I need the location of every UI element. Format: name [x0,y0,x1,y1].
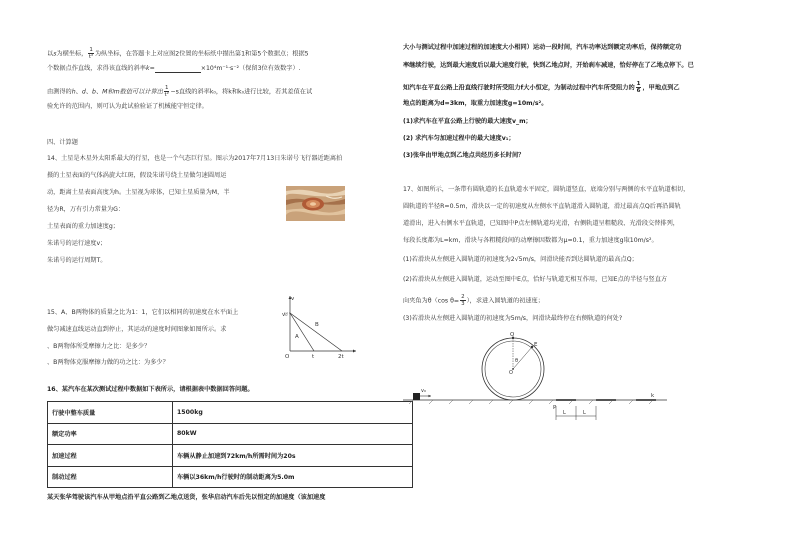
p16-question-1: (1)求汽车在平直公路上行驶的最大速度v_m； [403,118,532,125]
p17-question-2-cont: 向夹角为θ（cos θ= $\frac{2}{3}$ ），求进入圆轨道的初速度； [403,294,544,307]
p15-line-2: 做匀减速直线运动直到停止，其运动的速度时间图象如图所示。求 [47,326,227,333]
theta-label: θ [515,358,519,364]
p17-question-2: (2)若滑块从左侧进入圆轨道，运动至图中E点，恰好与轨道无相互作用，已知E点的半径与竖直方 [403,276,668,283]
p13-line-3: 由测得的h、d、b、M和m数值可以计算出 $\frac{1}{\text{t²}}$ −s直线的斜率k₀，将k和k₀进行比较，若其差值在试 [47,85,313,98]
p17-question-3: (3)若滑块从左侧进入圆轨道的初速度为5m/s，问滑块最终停在右侧轨道的何处? [403,315,623,322]
p15-line-4: 、B两物体克服摩擦力做的功之比：为多少？ [47,359,169,366]
vehicle-spec-table [47,401,413,488]
point-q-label: Q [510,332,515,338]
p14-question-2: 朱诺号的运行速度v； [47,240,107,247]
p14-line-4: 径为R，万有引力常量为G： [47,206,125,213]
p15-line-1: 15、A、B两物体的质量之比为1：1，它们以相同的初速度在水平面上 [47,309,239,316]
table-cell: 行驶中整车质量 [48,402,173,424]
point-e-label: E [534,342,538,348]
p14-line-2: 摄的土星表面的气体涡旋大红斑，假设朱诺号绕土星做匀速圆周运 [47,172,227,179]
p16-question-3: (3)张华由甲地点到乙地点共经历多长时间？ [403,152,525,159]
p17-question-1: (1)若滑块从左侧进入圆轨道的初速度为2√5m/s，问滑块能否到达圆轨道的最高点Q； [403,256,638,263]
section-title: 四、计算题 [47,139,78,146]
table-row [48,445,413,467]
p16-cont-line-3: 知汽车在平直公路上沿直线行驶时所受阻力f大小恒定，为制动过程中汽车所受阻力的 $\frac{1}{6}$ ，甲地点到乙 [403,81,680,94]
p13-line-4: 验允许的范围内，则可认为此试验验证了机械能守恒定律。 [47,103,208,110]
loop-track-diagram [403,330,671,426]
table-cell: 制动过程 [48,466,173,488]
point-k-label: k [651,393,655,399]
point-p-label: P [553,405,557,411]
axis-v-label: v [291,296,295,302]
p15-line-3: 、B两物体所受摩擦力之比：是多少？ [47,343,151,350]
fraction-2-over-3: $\frac{2}{3}$ [461,294,465,307]
p13-line-2: 个数据点作直线，求得该直线的斜率k= ×10⁴m⁻¹·s⁻²（保留3位有效数字）. [47,65,301,72]
p14-question-1: 土星表面的重力加速度g； [47,223,119,230]
v0-label: v₀ [421,388,426,394]
answer-blank [155,66,201,73]
p13-line-1: 以s为横坐标， $\frac{1}{\text{t²}}$ 为纵坐标，在答题卡上对应图2位置的坐标纸中描出第1和第5个数据点；根据5 [47,47,309,60]
table-row [48,402,413,424]
slider-block [413,393,420,400]
line-a-label: A [295,334,299,340]
table-row [48,466,413,488]
p14-line-3: 动，距离土星表面高度为h。土星视为球体，已知土星质量为M，半 [47,189,230,196]
p17-line-4: 每段长度都为L=km，滑块与各粗糙段间的动摩擦因数都为μ=0.1，重力加速度g取10m/s²。 [403,237,658,244]
p16-cont-line-1: 大小与测试过程中加速过程的加速度大小相同）运动一段时间，汽车功率达到额定功率后，保持额定功 [403,44,682,51]
p16-question-2: (2) 求汽车匀加速过程中的最大速度v₁； [403,135,515,142]
table-row [48,423,413,445]
center-o-label: O [509,370,513,376]
p16-cont-line-2: 率继续行驶，达到最大速度后以最大速度行驶，快到乙地点时，开始刹车减速，恰好停在了乙地点停下。已 [403,62,694,69]
table-cell: 加速过程 [48,445,173,467]
p16-after-table: 某天张华驾驶该汽车从甲地点沿平直公路到乙地点送货，张华启动汽车后先以恒定的加速度（该加速度 [47,494,326,501]
p17-line-1: 17、如图所示，一条带有圆轨道的长直轨道水平固定，圆轨道竖直，底端分别与两侧的水平直轨道相切， [403,186,690,193]
velocity-time-graph [282,292,360,360]
fraction-1-over-t2: $\frac{1}{\text{t²}}$ [88,47,94,60]
line-b-label: B [315,322,319,328]
saturn-red-spot-photo [286,186,345,221]
table-cell: 车辆从静止加速到72km/h所需时间为20s [173,445,413,467]
segment-l-label-2: L [583,410,586,416]
tick-2t-label: 2t [338,354,344,360]
table-cell: 车辆以36km/h行驶时的制动距离为5.0m [173,466,413,488]
table-cell: 1500kg [173,402,413,424]
fraction-1-over-t2-b: $\frac{1}{\text{t²}}$ [164,85,169,98]
fraction-1-over-6: $\frac{1}{6}$ [636,81,641,94]
p16-title: 16、某汽车在某次测试过程中数据如下表所示，请根据表中数据回答问题。 [47,386,254,393]
tick-t-label: t [312,354,315,360]
v0-label: v₀ [282,312,288,318]
p17-line-2: 圆轨道的半径R=0.5m，滑块以一定的初速度从左侧水平直轨道滑入圆轨道，滑过最高点Q后再沿圆轨 [403,203,681,210]
p14-line-1: 14、土星是木星外太阳系最大的行星，也是一个气态巨行星。图示为2017年7月13日朱诺号飞行器近距离拍 [47,155,343,162]
segment-l-label-1: L [563,410,566,416]
table-cell: 额定功率 [48,423,173,445]
p14-question-3: 朱诺号的运行周期T。 [47,257,107,264]
origin-label: O [285,354,290,360]
p17-line-3: 道滑出，进入右侧水平直轨道，已知图中P点左侧轨道均光滑，右侧轨道呈粗糙段、光滑段交替排列， [403,220,679,227]
table-cell: 80kW [173,423,413,445]
p16-cont-line-4: 地点的距离为d=3km，取重力加速度g=10m/s²。 [403,100,548,107]
